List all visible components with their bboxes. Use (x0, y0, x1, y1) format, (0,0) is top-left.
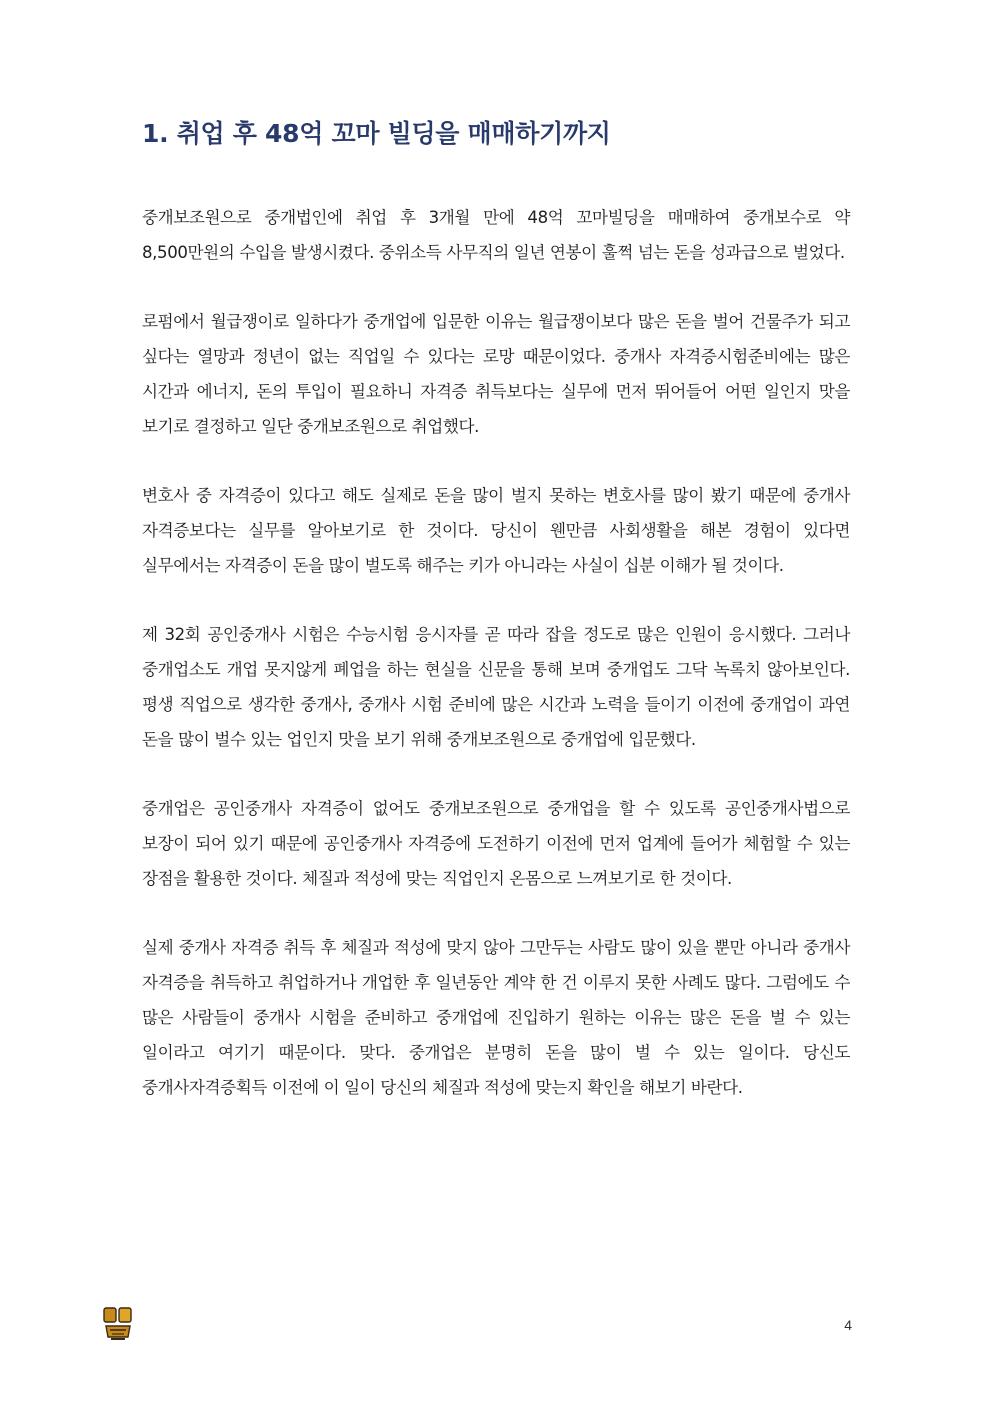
body-text (142, 200, 850, 1139)
paragraph-6: 실제 중개사 자격증 취득 후 체질과 적성에 맞지 않아 그만두는 사람도 많이 있을 뿐만 아니라 중개사 자격증을 취득하고 취업하거나 개업한 후 일년동안 계약 한 건 이루지 못한 사례도 많다. 그럼에도 수 많은 사람들이 중개사 시험을 준비하고 중개업에 진입하기 원하는 이유는 많은 돈을 벌 수 있는 일이라고 여기기 때문이다. 맞다. 중개업은 분명히 돈을 많이 벌 수 있는 일이다. 당신도 중개사자격증획득 이전에 이 일이 당신의 체질과 적성에 맞는지 확인을 해보기 바란다. (142, 938, 850, 1097)
publisher-logo-icon (101, 1306, 135, 1342)
paragraph-4: 제 32회 공인중개사 시험은 수능시험 응시자를 곧 따라 잡을 정도로 많은 인원이 응시했다. 그러나 중개업소도 개업 못지않게 폐업을 하는 현실을 신문을 통해 보며 중개업도 그닥 녹록치 않아보인다. 평생 직업으로 생각한 중개사, 중개사 시험 준비에 많은 시간과 노력을 들이기 이전에 중개업이 과연 돈을 많이 벌수 있는 업인지 맛을 보기 위해 중개보조원으로 중개업에 입문했다. (142, 625, 850, 749)
paragraph-1: 중개보조원으로 중개법인에 취업 후 3개월 만에 48억 꼬마빌딩을 매매하여 중개보수로 약 8,500만원의 수입을 발생시켰다. 중위소득 사무직의 일년 연봉이 훌쩍 넘는 돈을 성과급으로 벌었다. (142, 208, 850, 262)
page-title: 1. 취업 후 48억 꼬마 빌딩을 매매하기까지 (142, 119, 611, 148)
paragraph-2: 로펌에서 월급쟁이로 일하다가 중개업에 입문한 이유는 월급쟁이보다 많은 돈을 벌어 건물주가 되고 싶다는 열망과 정년이 없는 직업일 수 있다는 로망 때문이었다. 중개사 자격증시험준비에는 많은 시간과 에너지, 돈의 투입이 필요하니 자격증 취득보다는 실무에 먼저 뛰어들어 어떤 일인지 맛을 보기로 결정하고 일단 중개보조원으로 취업했다. (142, 312, 850, 436)
paragraph-5: 중개업은 공인중개사 자격증이 없어도 중개보조원으로 중개업을 할 수 있도록 공인중개사법으로 보장이 되어 있기 때문에 공인중개사 자격증에 도전하기 이전에 먼저 업계에 들어가 체험할 수 있는 장점을 활용한 것이다. 체질과 적성에 맞는 직업인지 온몸으로 느껴보기로 한 것이다. (142, 799, 850, 888)
paragraph-3: 변호사 중 자격증이 있다고 해도 실제로 돈을 많이 벌지 못하는 변호사를 많이 봤기 때문에 중개사 자격증보다는 실무를 알아보기로 한 것이다. 당신이 웬만큼 사회생활을 해본 경험이 있다면 실무에서는 자격증이 돈을 많이 벌도록 해주는 키가 아니라는 사실이 십분 이해가 될 것이다. (142, 486, 850, 575)
page-number: 4 (844, 1317, 852, 1333)
